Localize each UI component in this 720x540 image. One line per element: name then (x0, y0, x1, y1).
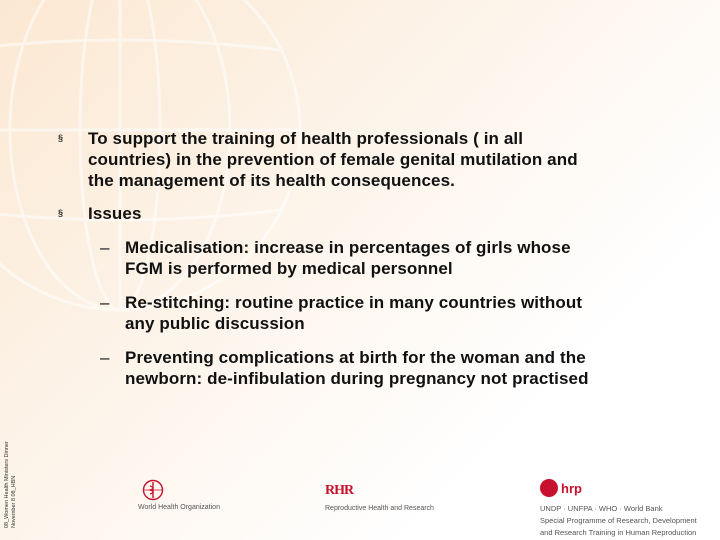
slide-body (58, 128, 688, 389)
hrp-line: UNDP · UNFPA · WHO · World Bank (540, 504, 663, 513)
bullet-training (58, 128, 688, 191)
sub-bullet-complications (58, 347, 688, 389)
dash-marker: – (100, 293, 110, 312)
bullet-text-line: the management of its health consequences. (88, 171, 455, 190)
bullet-text-line: Issues (88, 204, 142, 223)
rhr-label: Reproductive Health and Research (325, 505, 434, 512)
sub-bullet-line: FGM is performed by medical personnel (125, 259, 453, 278)
footer-logos (0, 465, 720, 540)
sub-bullet-medicalisation (58, 237, 688, 279)
hrp-emblem-icon (540, 479, 558, 497)
bullet-issues (58, 203, 688, 224)
hrp-line: and Research Training in Human Reproduction (540, 528, 697, 537)
dash-marker: – (100, 348, 110, 367)
bullet-text-line: countries) in the prevention of female genital mutilation and (88, 150, 578, 169)
side-label-line: November 8 08_HBN (11, 475, 17, 528)
bullet-marker: § (58, 208, 64, 218)
sub-bullet-restitching (58, 292, 688, 334)
who-logo (138, 479, 220, 511)
sub-bullet-line: Re-stitching: routine practice in many countries without (125, 293, 583, 312)
bullet-marker: § (58, 133, 64, 143)
hrp-logo (540, 479, 697, 539)
sub-bullet-line: Medicalisation: increase in percentages of girls whose (125, 238, 571, 257)
side-label-line: 08_Women Health Ministers Dinner (4, 441, 10, 528)
hrp-line: Special Programme of Research, Development (540, 516, 697, 525)
bullet-text-line: To support the training of health professionals ( in all (88, 129, 524, 148)
who-label: World Health Organization (138, 504, 220, 511)
hrp-wordmark: hrp (561, 480, 582, 496)
sub-bullet-line: Preventing complications at birth for the woman and the (125, 348, 586, 367)
sub-bullet-line: any public discussion (125, 314, 305, 333)
sub-bullet-line: newborn: de-infibulation during pregnancy not practised (125, 369, 589, 388)
rhr-logo (325, 483, 434, 512)
who-emblem-icon (142, 479, 164, 501)
rhr-wordmark: RHR (325, 483, 354, 498)
dash-marker: – (100, 238, 110, 257)
